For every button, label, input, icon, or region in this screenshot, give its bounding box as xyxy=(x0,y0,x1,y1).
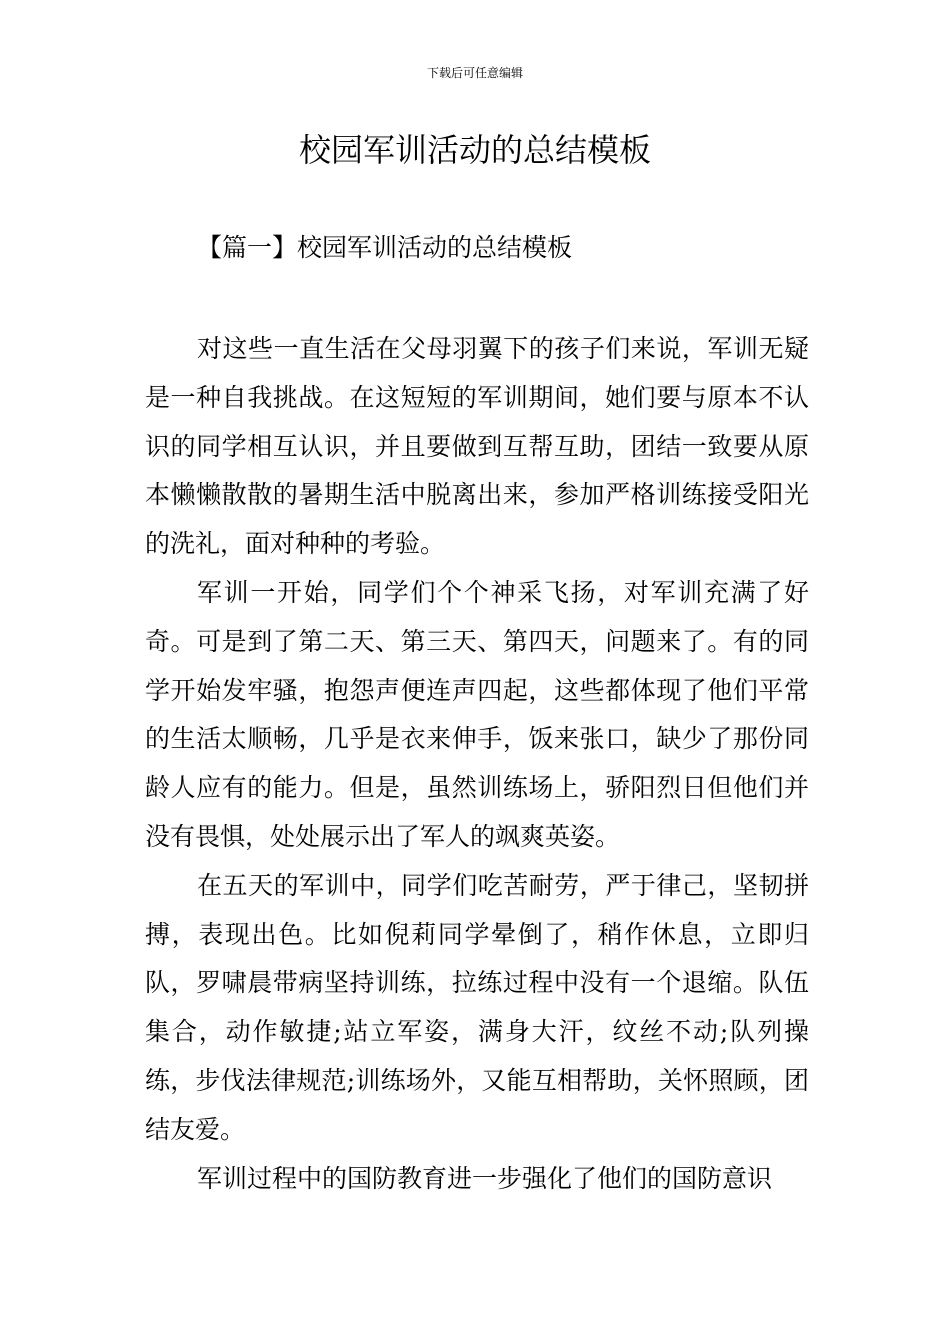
document-body xyxy=(145,325,809,1203)
section-heading: 【篇一】校园军训活动的总结模板 xyxy=(197,233,573,262)
paragraph-2: 军训一开始，同学们个个神采飞扬，对军训充满了好奇。可是到了第二天、第三天、第四天，问题来了。有的同学开始发牢骚，抱怨声便连声四起，这些都体现了他们平常的生活太顺畅，几乎是衣来伸手，饭来张口，缺少了那份同龄人应有的能力。但是，虽然训练场上，骄阳烈日但他们并没有畏惧，处处展示出了军人的飒爽英姿。 xyxy=(145,577,809,851)
document-title: 校园军训活动的总结模板 xyxy=(298,131,651,169)
download-note: 下载后可任意编辑 xyxy=(426,66,523,80)
paragraph-3: 在五天的军训中，同学们吃苦耐劳，严于律己，坚韧拼搏，表现出色。比如倪莉同学晕倒了，稍作休息，立即归队，罗啸晨带病坚持训练，拉练过程中没有一个退缩。队伍集合，动作敏捷;站立军姿，满身大汗，纹丝不动;队列操练，步伐法律规范;训练场外，又能互相帮助，关怀照顾，团结友爱。 xyxy=(145,870,809,1144)
paragraph-1: 对这些一直生活在父母羽翼下的孩子们来说，军训无疑是一种自我挑战。在这短短的军训期间，她们要与原本不认识的同学相互认识，并且要做到互帮互助，团结一致要从原本懒懒散散的暑期生活中脱离出来，参加严格训练接受阳光的洗礼，面对种种的考验。 xyxy=(145,334,809,559)
paragraph-4: 军训过程中的国防教育进一步强化了他们的国防意识 xyxy=(197,1163,773,1193)
